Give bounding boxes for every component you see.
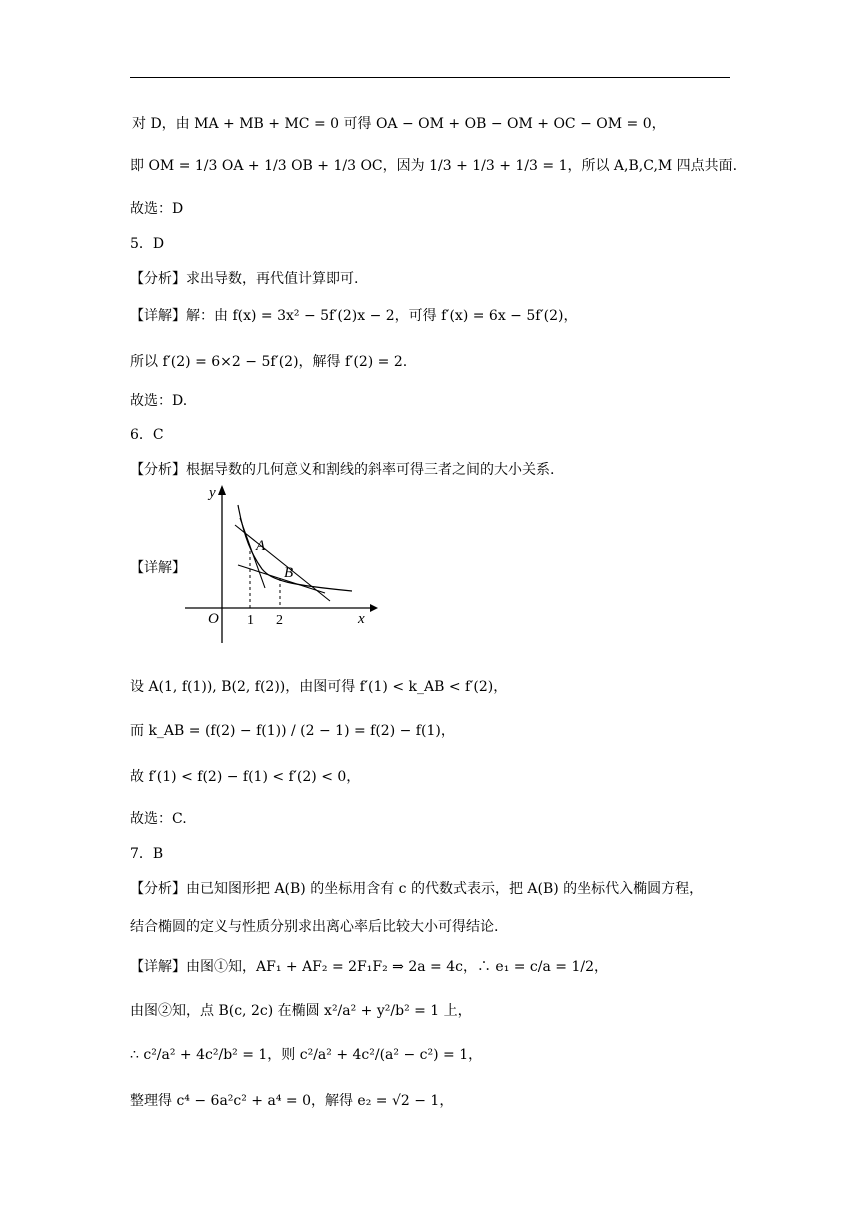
text-line: 故选：D — [130, 201, 184, 217]
text-line: ∴ c²/a² + 4c²/b² = 1，则 c²/a² + 4c²/(a² − c²) = 1， — [130, 1047, 483, 1063]
text-line: 即 OM = 1/3 OA + 1/3 OB + 1/3 OC，因为 1/3 + 1/3 + 1/3 = 1，所以 A,B,C,M 四点共面. — [130, 158, 738, 174]
text-line: 【分析】根据导数的几何意义和割线的斜率可得三者之间的大小关系. — [130, 462, 555, 478]
y-axis-arrow — [218, 485, 226, 495]
text-line: 【分析】由已知图形把 A(B) 的坐标用含有 c 的代数式表示，把 A(B) 的坐标代入椭圆方程， — [130, 881, 704, 897]
label-y: y — [209, 485, 216, 501]
text-line: 5．D — [130, 236, 165, 252]
text-line: 6．C — [130, 427, 164, 443]
text-line: 故选：D. — [130, 393, 188, 409]
label-B: B — [284, 565, 294, 581]
text-line: 整理得 c⁴ − 6a²c² + a⁴ = 0，解得 e₂ = √2 − 1， — [130, 1093, 454, 1109]
text-line: 而 k_AB = (f(2) − f(1)) / (2 − 1) = f(2) − f(1)， — [130, 723, 455, 739]
text-line: 所以 f′(2) = 6×2 − 5f′(2)，解得 f′(2) = 2. — [130, 354, 408, 370]
text-line: 由图②知，点 B(c, 2c) 在椭圆 x²/a² + y²/b² = 1 上， — [130, 1003, 472, 1019]
text-line: 【分析】求出导数，再代值计算即可. — [130, 271, 359, 287]
text-line: 7．B — [130, 846, 164, 862]
label-1: 1 — [247, 613, 254, 628]
text-line: 对 D，由 MA + MB + MC = 0 可得 OA − OM + OB − OM + OC − OM = 0， — [132, 116, 666, 132]
text-line: 【详解】由图①知，AF₁ + AF₂ = 2F₁F₂ ⇒ 2a = 4c，∴ e₁ = c/a = 1/2， — [130, 959, 609, 975]
label-2: 2 — [276, 613, 283, 628]
header-rule — [130, 77, 730, 78]
x-axis-arrow — [370, 604, 378, 612]
label-x: x — [358, 611, 365, 627]
text-line: 【详解】解：由 f(x) = 3x² − 5f′(2)x − 2，可得 f′(x) = 6x − 5f′(2)， — [130, 308, 578, 324]
tangent-line-B — [238, 565, 325, 593]
text-line: 设 A(1, f(1)), B(2, f(2))，由图可得 f′(1) < k_AB < f′(2)， — [130, 679, 508, 695]
text-line: 结合椭圆的定义与性质分别求出离心率后比较大小可得结论. — [130, 919, 499, 935]
text-line: 故 f′(1) < f(2) − f(1) < f′(2) < 0， — [130, 769, 361, 785]
text-line: 故选：C. — [130, 811, 187, 827]
label-A: A — [256, 538, 266, 554]
tangent-secant-figure — [180, 483, 380, 648]
label-O: O — [208, 611, 219, 627]
detail-label: 【详解】 — [130, 560, 186, 576]
